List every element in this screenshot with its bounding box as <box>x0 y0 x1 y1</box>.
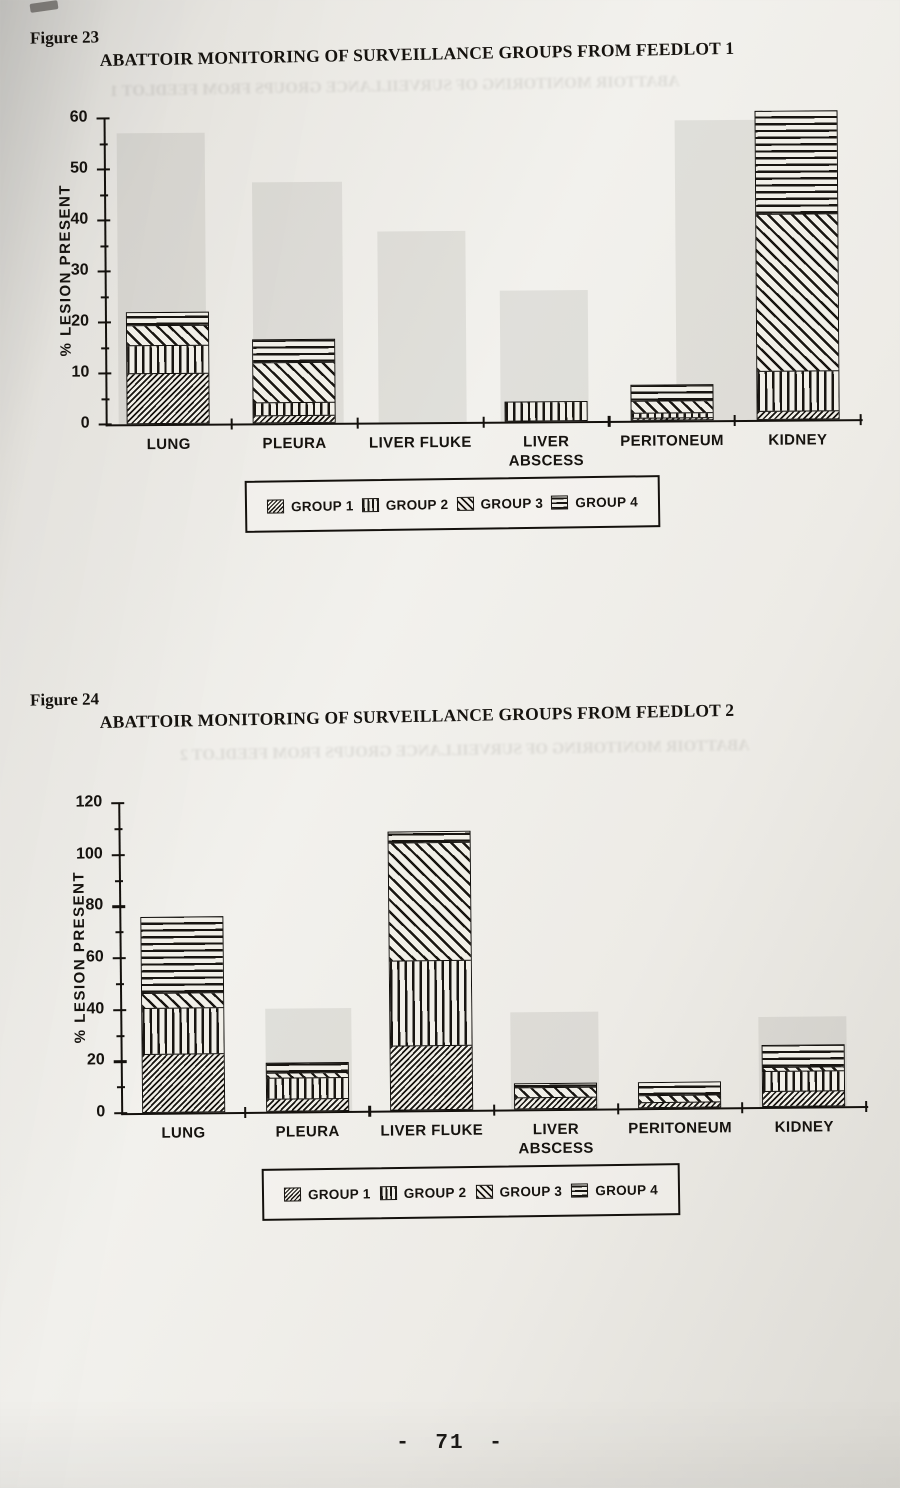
bar-segment-kidney-group-2 <box>757 370 838 411</box>
bar-peritoneum <box>630 384 713 420</box>
diagonal-hatch-dense-swatch-icon <box>284 1187 301 1201</box>
y-tick-label: 0 <box>80 414 90 432</box>
bar-segment-peritoneum-group-1 <box>639 1102 720 1108</box>
plot-axes <box>104 113 863 426</box>
y-minor-tick <box>101 296 109 298</box>
bar-lung <box>140 916 225 1113</box>
plot-axes <box>118 796 868 1115</box>
y-major-tick <box>98 372 111 374</box>
bar-segment-liver-abscess-group-2 <box>505 402 586 421</box>
legend-item-group-4 <box>551 494 638 510</box>
y-tick-label: 80 <box>85 896 104 914</box>
legend-item-group-4 <box>571 1182 658 1198</box>
bar-segment-lung-group-4 <box>141 917 223 993</box>
bar-segment-kidney-group-2 <box>763 1070 844 1091</box>
bar-segment-lung-group-1 <box>142 1054 224 1112</box>
x-category-label-pleura: PLEURA <box>275 1123 340 1141</box>
bar-segment-pleura-group-2 <box>254 402 335 415</box>
x-axis-tick <box>493 1105 495 1116</box>
x-category-label-kidney: KIDNEY <box>774 1118 834 1136</box>
figure-24-title: ABATTOIR MONITORING OF SURVEILLANCE GROUPS FROM FEEDLOT 2 <box>99 699 735 733</box>
y-major-tick <box>111 802 124 804</box>
y-tick-label: 40 <box>86 999 105 1018</box>
legend-label: GROUP 1 <box>290 497 354 514</box>
x-category-label-kidney: KIDNEY <box>768 431 828 449</box>
y-minor-tick <box>115 880 123 882</box>
vertical-lines-swatch-icon <box>380 1186 397 1200</box>
figure-24-chart <box>0 776 900 1195</box>
bar-segment-lung-group-3 <box>142 992 223 1008</box>
bar-segment-pleura-group-1 <box>254 414 335 422</box>
x-category-label-peritoneum: PERITONEUM <box>628 1119 733 1138</box>
figure-24-label: Figure 24 <box>29 689 100 710</box>
bar-segment-liver-fluke-group-1 <box>390 1045 472 1110</box>
y-tick-label: 60 <box>85 948 104 966</box>
vertical-lines-swatch-icon <box>362 498 379 512</box>
y-major-tick <box>112 854 125 856</box>
y-major-tick <box>99 423 112 425</box>
y-tick-label: 30 <box>70 261 89 279</box>
x-category-label-liver-fluke: LIVER FLUKE <box>368 433 472 452</box>
y-minor-tick <box>100 194 108 196</box>
bar-lung <box>126 311 210 424</box>
figure-24-legend <box>262 1163 681 1221</box>
x-axis-tick <box>860 414 862 425</box>
bar-liver-abscess <box>504 401 587 422</box>
bar-segment-kidney-group-1 <box>757 411 838 419</box>
legend-label: GROUP 4 <box>595 1181 659 1198</box>
x-axis-tick <box>734 415 736 426</box>
y-minor-tick <box>102 398 110 400</box>
bar-segment-lung-group-3 <box>127 325 208 346</box>
x-category-label-liver-abscess: LIVER ABSCESS <box>508 433 585 470</box>
diagonal-hatch-swatch-icon <box>456 497 473 511</box>
bar-segment-liver-fluke-group-2 <box>390 960 472 1045</box>
x-axis-tick <box>244 1107 246 1118</box>
legend-item-group-2 <box>362 497 449 513</box>
bar-kidney <box>754 111 839 420</box>
legend-item-group-3 <box>475 1183 562 1199</box>
y-tick-label: 10 <box>71 363 90 381</box>
legend-label: GROUP 3 <box>499 1183 563 1200</box>
x-axis-tick <box>356 418 358 429</box>
y-major-tick <box>98 270 111 272</box>
x-category-label-liver-abscess: LIVER ABSCESS <box>518 1120 594 1158</box>
diagonal-hatch-swatch-icon <box>475 1185 492 1199</box>
horizontal-lines-swatch-icon <box>571 1183 588 1197</box>
legend-label: GROUP 2 <box>403 1184 467 1201</box>
bar-pleura <box>252 339 336 424</box>
figure-23-label: Figure 23 <box>29 27 100 48</box>
bar-segment-pleura-group-2 <box>267 1077 348 1099</box>
y-tick-label: 120 <box>75 793 103 811</box>
y-tick-label: 40 <box>70 210 89 228</box>
bar-liver-abscess <box>514 1083 597 1110</box>
y-minor-tick <box>116 983 124 985</box>
x-axis-tick <box>368 1106 370 1117</box>
y-major-tick <box>114 1112 127 1114</box>
x-axis-tick <box>230 419 232 430</box>
bar-segment-kidney-group-1 <box>763 1090 844 1106</box>
y-axis-label: % LESION PRESENT <box>56 183 75 357</box>
scan-artifact-mark <box>30 0 59 13</box>
bar-segment-peritoneum-group-4 <box>639 1083 720 1096</box>
y-minor-tick <box>115 931 123 933</box>
y-tick-label: 60 <box>69 108 88 126</box>
bar-segment-lung-group-1 <box>128 373 209 424</box>
y-major-tick <box>98 321 111 323</box>
y-minor-tick <box>117 1086 125 1088</box>
x-axis-tick <box>482 417 484 428</box>
y-major-tick <box>113 957 126 959</box>
bar-segment-lung-group-2 <box>128 345 209 373</box>
y-tick-label: 50 <box>70 159 88 177</box>
legend-item-group-1 <box>267 498 354 514</box>
x-category-label-lung: LUNG <box>146 435 191 454</box>
bar-segment-lung-group-2 <box>142 1008 223 1055</box>
legend-label: GROUP 3 <box>480 495 544 512</box>
y-minor-tick <box>100 143 108 145</box>
x-category-label-peritoneum: PERITONEUM <box>620 432 724 450</box>
legend-item-group-2 <box>380 1185 467 1201</box>
bar-segment-kidney-group-4 <box>763 1045 844 1067</box>
bar-segment-peritoneum-group-3 <box>631 400 712 413</box>
bar-segment-pleura-group-3 <box>254 362 335 402</box>
y-minor-tick <box>101 347 109 349</box>
x-category-label-lung: LUNG <box>161 1124 206 1142</box>
bar-segment-peritoneum-group-1 <box>631 417 712 420</box>
bar-segment-kidney-group-3 <box>756 213 838 371</box>
bar-segment-pleura-group-1 <box>267 1098 348 1111</box>
figure-23-title: ABATTOIR MONITORING OF SURVEILLANCE GROUPS FROM FEEDLOT 1 <box>99 37 735 71</box>
y-minor-tick <box>116 1035 124 1037</box>
diagonal-hatch-dense-swatch-icon <box>267 499 284 513</box>
y-major-tick <box>97 117 110 119</box>
y-tick-label: 20 <box>86 1051 105 1069</box>
legend-label: GROUP 2 <box>385 496 449 513</box>
legend-item-group-1 <box>284 1186 371 1202</box>
legend-item-group-3 <box>456 495 543 511</box>
legend-label: GROUP 4 <box>575 493 639 510</box>
y-major-tick <box>112 905 125 907</box>
y-minor-tick <box>114 828 122 830</box>
x-category-label-liver-fluke: LIVER FLUKE <box>380 1121 484 1140</box>
bar-liver-fluke <box>387 831 473 1111</box>
figure-23-legend <box>245 475 661 533</box>
x-category-label-pleura: PLEURA <box>262 434 327 453</box>
y-major-tick <box>114 1060 127 1062</box>
figure-24-ghost-bleedthrough: ABATTOIR MONITORING OF SURVEILLANCE GROUPS FROM FEEDLOT 2 <box>179 737 750 764</box>
bar-segment-liver-fluke-group-3 <box>389 842 471 961</box>
bar-pleura <box>265 1062 348 1112</box>
y-axis-label: % LESION PRESENT <box>70 870 90 1044</box>
bar-segment-lung-group-4 <box>127 312 208 325</box>
x-axis-tick <box>741 1102 743 1113</box>
horizontal-lines-swatch-icon <box>551 495 568 509</box>
y-minor-tick <box>100 245 108 247</box>
bar-peritoneum <box>638 1082 721 1109</box>
figure-23-ghost-bleedthrough: ABATTOIR MONITORING OF SURVEILLANCE GROUPS FROM FEEDLOT 1 <box>109 73 680 100</box>
page-number: - 71 - <box>396 1432 504 1455</box>
bar-segment-pleura-group-4 <box>253 340 334 363</box>
x-axis-tick <box>865 1101 867 1112</box>
y-major-tick <box>97 168 110 170</box>
bar-segment-peritoneum-group-4 <box>631 385 712 400</box>
y-tick-label: 20 <box>71 312 90 330</box>
bar-segment-liver-abscess-group-1 <box>515 1097 596 1109</box>
bar-kidney <box>762 1044 846 1107</box>
bar-segment-liver-abscess-group-3 <box>515 1086 596 1098</box>
legend-label: GROUP 1 <box>307 1185 371 1202</box>
x-axis-tick <box>608 416 610 427</box>
y-major-tick <box>113 1009 126 1011</box>
y-major-tick <box>97 219 110 221</box>
x-axis-tick <box>617 1103 619 1114</box>
y-tick-label: 0 <box>96 1103 106 1121</box>
y-tick-label: 100 <box>75 844 103 863</box>
bar-segment-kidney-group-4 <box>755 112 837 214</box>
